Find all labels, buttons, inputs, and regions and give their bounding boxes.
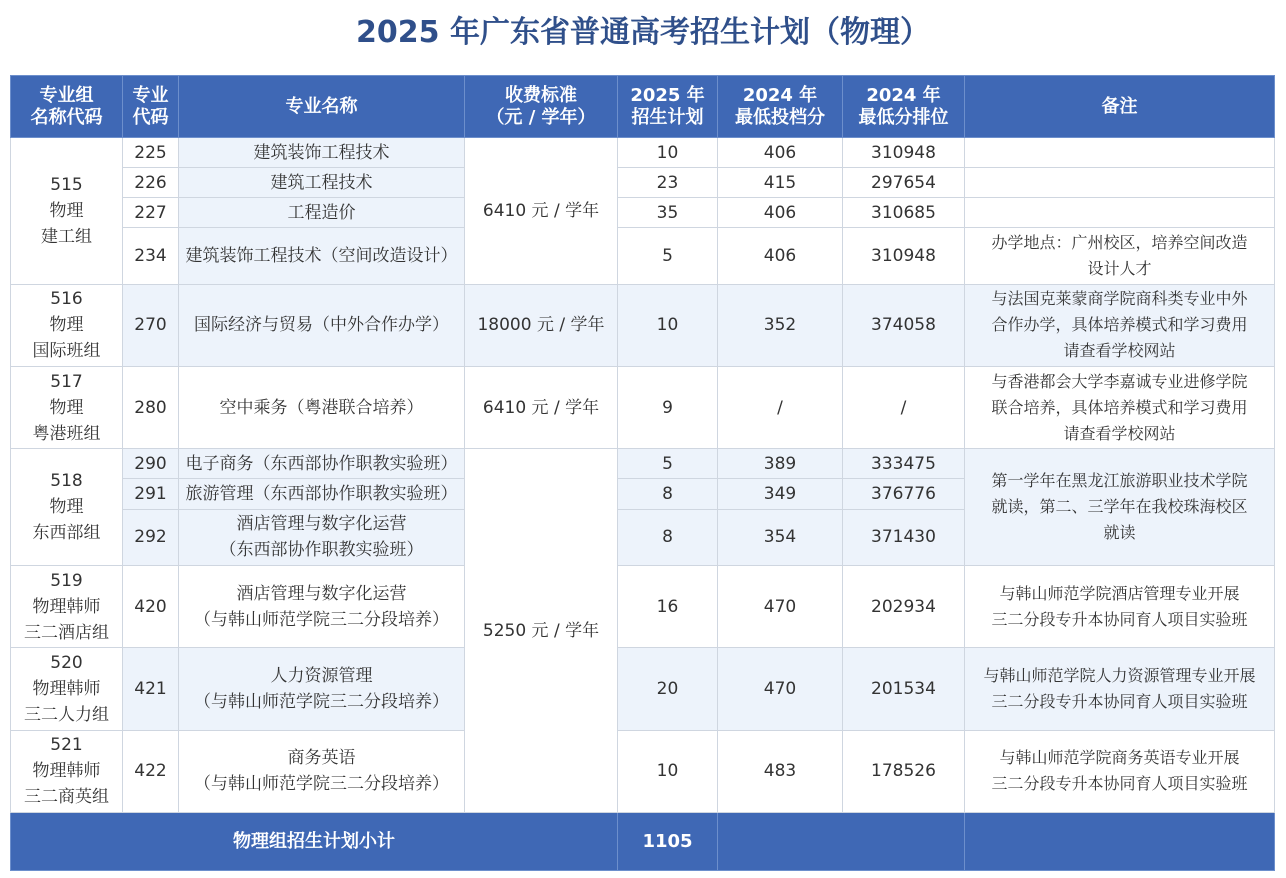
- subtotal-total: 1105: [618, 813, 718, 871]
- min-score: 406: [718, 138, 843, 168]
- table-row: [11, 730, 1275, 812]
- subtotal-label: 物理组招生计划小计: [11, 813, 618, 871]
- header-fee: 收费标准 （元 / 学年）: [465, 76, 618, 138]
- remark-cell: 办学地点：广州校区，培养空间改造 设计人才: [965, 228, 1275, 284]
- major-name: 国际经济与贸易（中外合作办学）: [179, 284, 465, 366]
- min-rank: /: [843, 366, 965, 448]
- plan-count: 35: [618, 198, 718, 228]
- min-score: 406: [718, 198, 843, 228]
- major-code: 225: [123, 138, 179, 168]
- min-score: 470: [718, 648, 843, 730]
- table-row: [11, 228, 1275, 284]
- header-remark: 备注: [965, 76, 1275, 138]
- subtotal-empty: [718, 813, 965, 871]
- table-row: [11, 366, 1275, 448]
- min-rank: 297654: [843, 168, 965, 198]
- fee-cell: 6410 元 / 学年: [465, 138, 618, 285]
- group-cell-517: 517 物理 粤港班组: [11, 366, 123, 448]
- remark-cell: 与韩山师范学院酒店管理专业开展 三二分段专升本协同育人项目实验班: [965, 565, 1275, 647]
- group-cell-516: 516 物理 国际班组: [11, 284, 123, 366]
- header-group-code: 专业组 名称代码: [11, 76, 123, 138]
- remark-cell: 与香港都会大学李嘉诚专业进修学院 联合培养，具体培养模式和学习费用 请查看学校网站: [965, 366, 1275, 448]
- major-code: 280: [123, 366, 179, 448]
- major-name: 商务英语 （与韩山师范学院三二分段培养）: [179, 730, 465, 812]
- major-name: 酒店管理与数字化运营 （东西部协作职教实验班）: [179, 509, 465, 565]
- major-code: 234: [123, 228, 179, 284]
- plan-count: 10: [618, 730, 718, 812]
- major-code: 227: [123, 198, 179, 228]
- min-rank: 310685: [843, 198, 965, 228]
- remark-cell: 第一学年在黑龙江旅游职业技术学院 就读，第二、三学年在我校珠海校区 就读: [965, 449, 1275, 566]
- table-row: [11, 198, 1275, 228]
- major-code: 291: [123, 479, 179, 509]
- fee-cell: 18000 元 / 学年: [465, 284, 618, 366]
- page-title: 2025 年广东省普通高考招生计划（物理）: [356, 15, 930, 50]
- remark-cell: 与韩山师范学院商务英语专业开展 三二分段专升本协同育人项目实验班: [965, 730, 1275, 812]
- table-row: [11, 648, 1275, 730]
- min-rank: 376776: [843, 479, 965, 509]
- table-row: [11, 284, 1275, 366]
- min-score: 352: [718, 284, 843, 366]
- group-cell-520: 520 物理韩师 三二人力组: [11, 648, 123, 730]
- group-cell-518: 518 物理 东西部组: [11, 449, 123, 566]
- plan-count: 10: [618, 138, 718, 168]
- table-row: [11, 449, 1275, 479]
- min-rank: 310948: [843, 138, 965, 168]
- group-cell-515: 515 物理 建工组: [11, 138, 123, 285]
- min-rank: 371430: [843, 509, 965, 565]
- enrollment-plan-table: [10, 75, 1275, 871]
- table-row: [11, 168, 1275, 198]
- major-name: 建筑装饰工程技术（空间改造设计）: [179, 228, 465, 284]
- min-rank: 374058: [843, 284, 965, 366]
- major-code: 421: [123, 648, 179, 730]
- subtotal-remark-empty: [965, 813, 1275, 871]
- major-name: 旅游管理（东西部协作职教实验班）: [179, 479, 465, 509]
- plan-count: 23: [618, 168, 718, 198]
- plan-count: 9: [618, 366, 718, 448]
- plan-count: 10: [618, 284, 718, 366]
- major-code: 292: [123, 509, 179, 565]
- remark-cell: [965, 168, 1275, 198]
- plan-count: 20: [618, 648, 718, 730]
- major-name: 人力资源管理 （与韩山师范学院三二分段培养）: [179, 648, 465, 730]
- major-code: 420: [123, 565, 179, 647]
- remark-cell: 与法国克莱蒙商学院商科类专业中外 合作办学，具体培养模式和学习费用 请查看学校网站: [965, 284, 1275, 366]
- min-score: 406: [718, 228, 843, 284]
- group-cell-519: 519 物理韩师 三二酒店组: [11, 565, 123, 647]
- min-score: 415: [718, 168, 843, 198]
- plan-count: 16: [618, 565, 718, 647]
- major-name: 建筑工程技术: [179, 168, 465, 198]
- min-rank: 333475: [843, 449, 965, 479]
- min-score: 389: [718, 449, 843, 479]
- major-name: 电子商务（东西部协作职教实验班）: [179, 449, 465, 479]
- plan-count: 5: [618, 449, 718, 479]
- major-code: 226: [123, 168, 179, 198]
- header-min-score-2024: 2024 年 最低投档分: [718, 76, 843, 138]
- plan-count: 8: [618, 509, 718, 565]
- header-plan-2025: 2025 年 招生计划: [618, 76, 718, 138]
- group-cell-521: 521 物理韩师 三二商英组: [11, 730, 123, 812]
- min-rank: 202934: [843, 565, 965, 647]
- plan-count: 8: [618, 479, 718, 509]
- plan-count: 5: [618, 228, 718, 284]
- header-min-rank-2024: 2024 年 最低分排位: [843, 76, 965, 138]
- min-score: 349: [718, 479, 843, 509]
- min-score: 483: [718, 730, 843, 812]
- fee-cell: 5250 元 / 学年: [465, 449, 618, 813]
- remark-cell: [965, 198, 1275, 228]
- major-code: 270: [123, 284, 179, 366]
- min-rank: 310948: [843, 228, 965, 284]
- remark-cell: [965, 138, 1275, 168]
- major-code: 422: [123, 730, 179, 812]
- table-header-row: [11, 76, 1275, 138]
- header-major-code: 专业 代码: [123, 76, 179, 138]
- major-code: 290: [123, 449, 179, 479]
- remark-cell: 与韩山师范学院人力资源管理专业开展 三二分段专升本协同育人项目实验班: [965, 648, 1275, 730]
- min-score: /: [718, 366, 843, 448]
- min-score: 354: [718, 509, 843, 565]
- major-name: 工程造价: [179, 198, 465, 228]
- subtotal-row: [11, 813, 1275, 871]
- fee-cell: 6410 元 / 学年: [465, 366, 618, 448]
- major-name: 建筑装饰工程技术: [179, 138, 465, 168]
- min-score: 470: [718, 565, 843, 647]
- min-rank: 201534: [843, 648, 965, 730]
- table-row: [11, 565, 1275, 647]
- major-name: 空中乘务（粤港联合培养）: [179, 366, 465, 448]
- major-name: 酒店管理与数字化运营 （与韩山师范学院三二分段培养）: [179, 565, 465, 647]
- table-row: [11, 138, 1275, 168]
- min-rank: 178526: [843, 730, 965, 812]
- header-major-name: 专业名称: [179, 76, 465, 138]
